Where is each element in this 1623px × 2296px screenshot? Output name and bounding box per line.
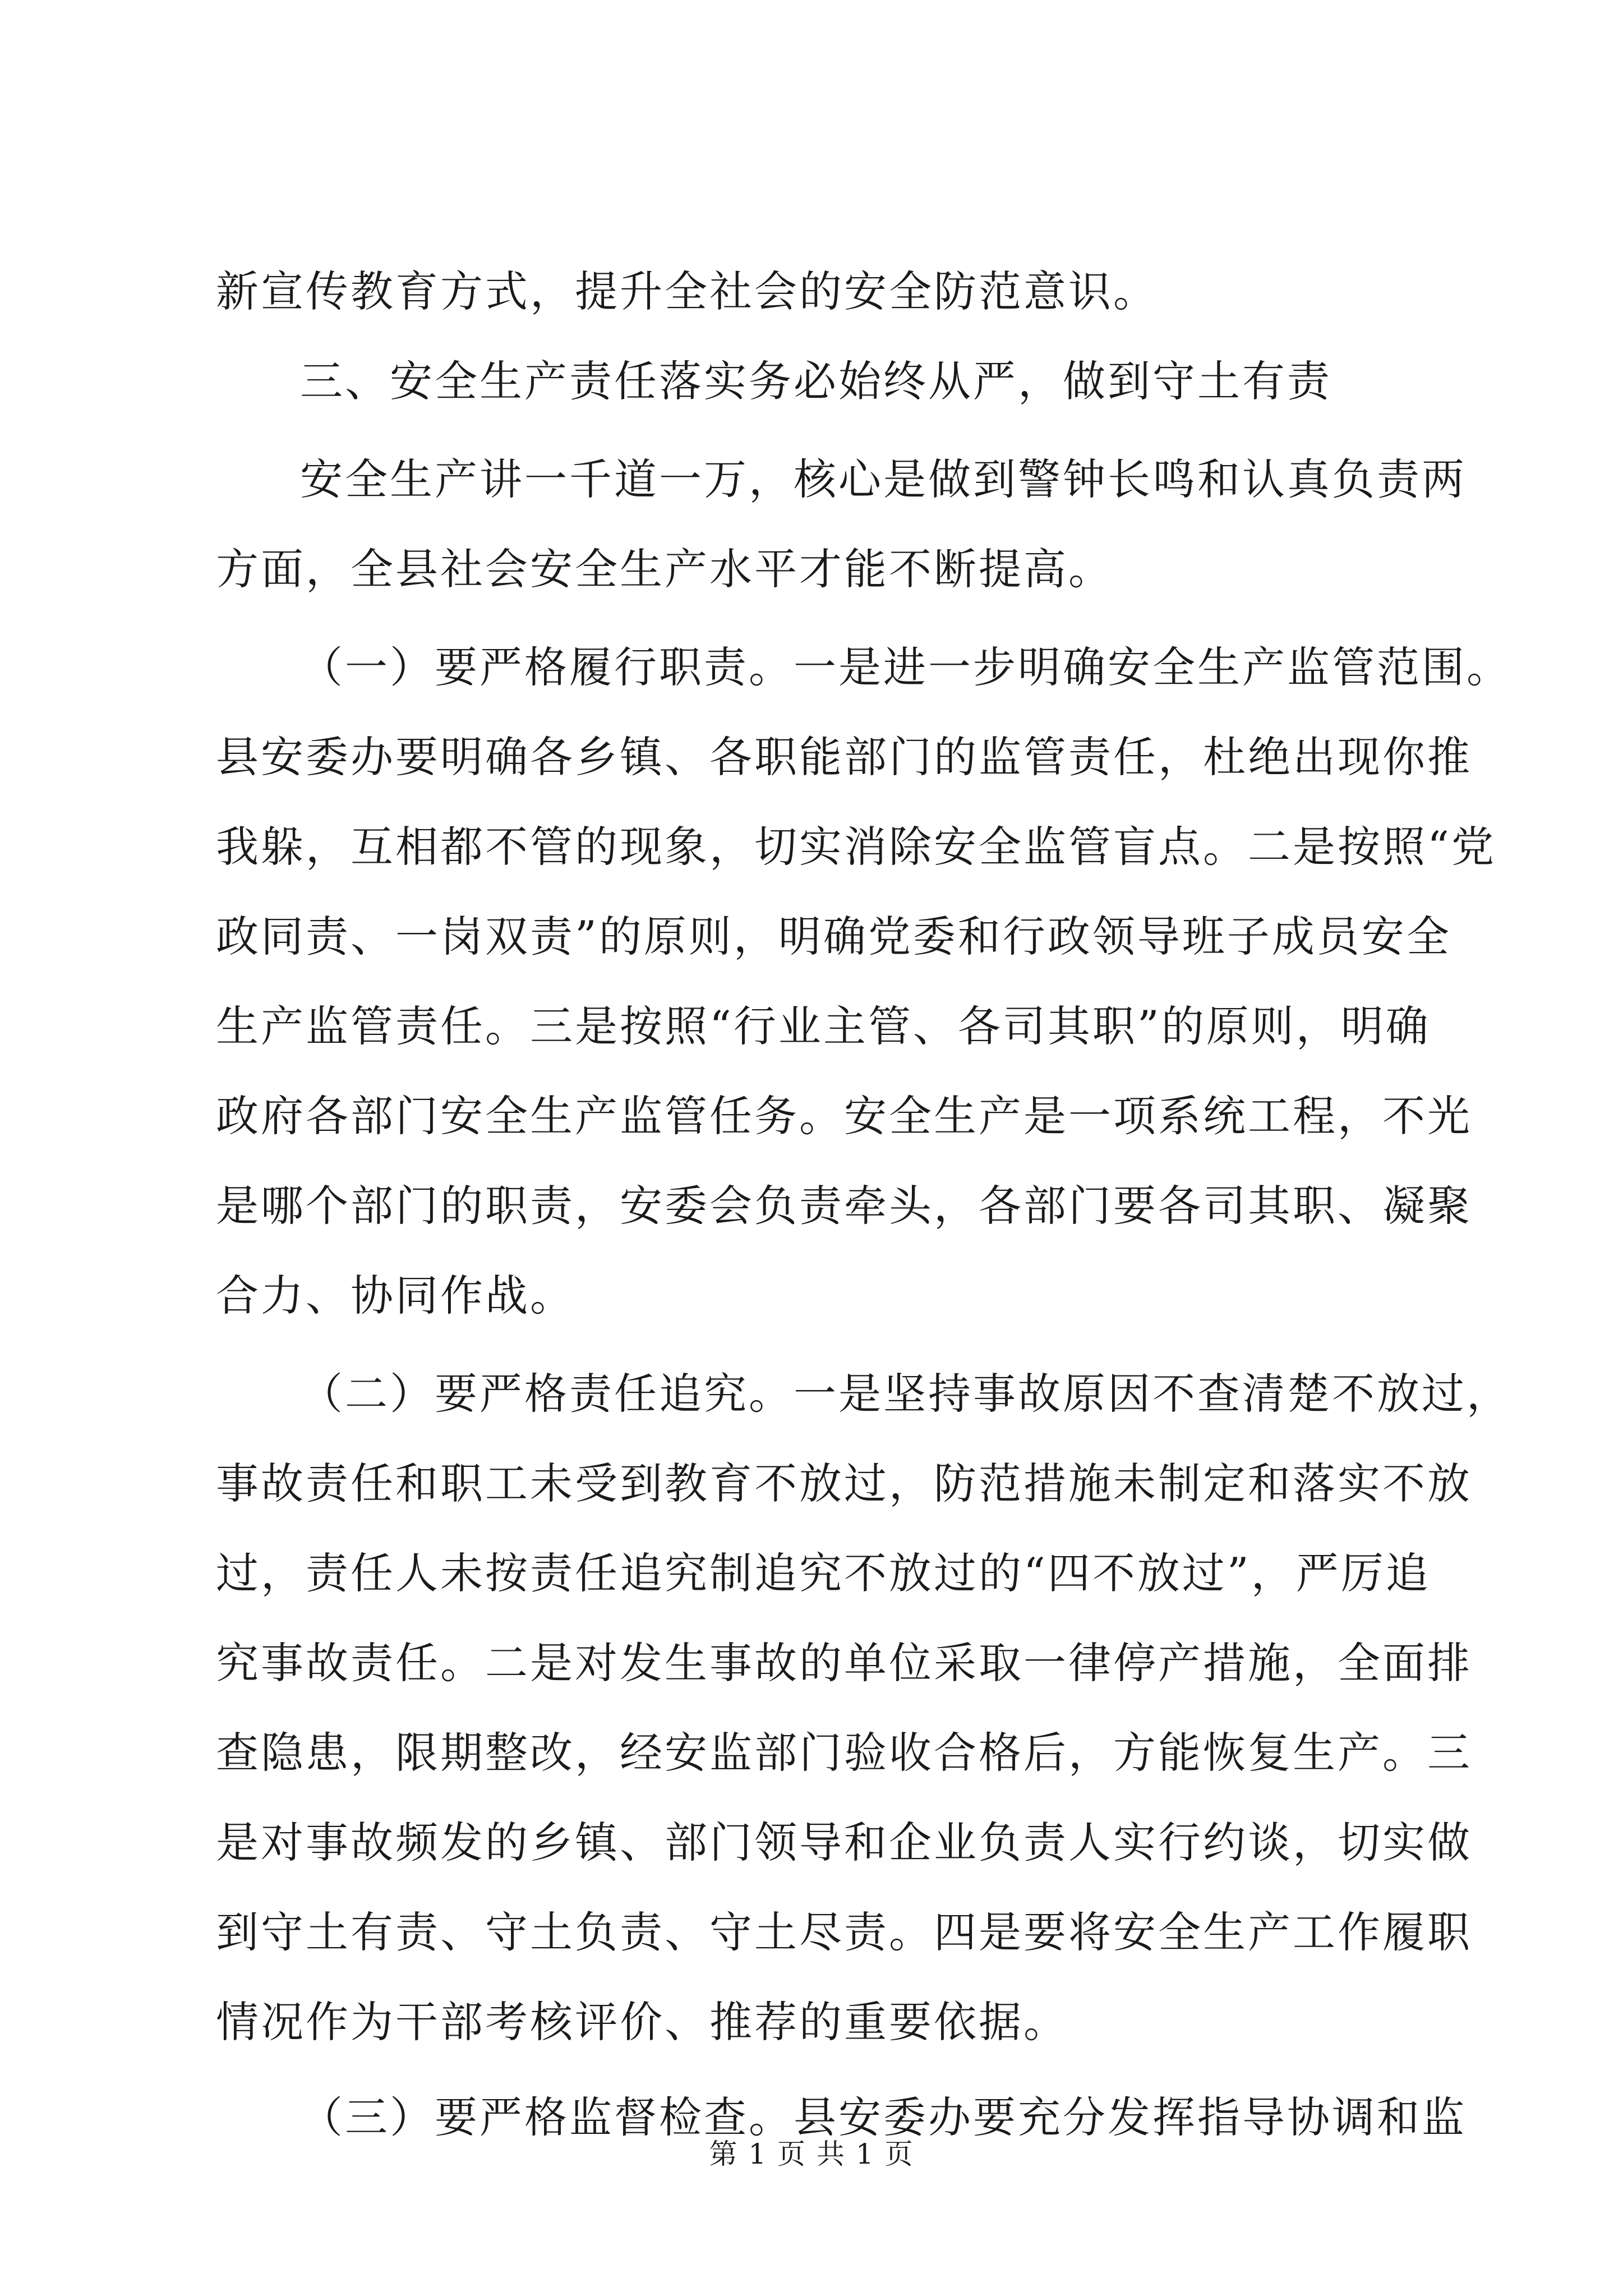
text-line: （一）要严格履行职责。一是进一步明确安全生产监管范围。 [300, 642, 1511, 692]
text-line: 合力、协同作战。 [216, 1271, 575, 1320]
text-line: 政府各部门安全生产监管任务。安全生产是一项系统工程，不光 [216, 1091, 1472, 1141]
text-line: （二）要严格责任追究。一是坚持事故原因不查清楚不放过， [300, 1369, 1511, 1419]
text-line: 查隐患，限期整改，经安监部门验收合格后，方能恢复生产。三 [216, 1728, 1472, 1778]
text-line: 方面，全县社会安全生产水平才能不断提高。 [216, 544, 1113, 594]
text-line: 情况作为干部考核评价、推荐的重要依据。 [216, 1997, 1068, 2047]
text-line: 到守土有责、守土负责、守土尽责。四是要将安全生产工作履职 [216, 1907, 1472, 1957]
text-line: 县安委办要明确各乡镇、各职能部门的监管责任，杜绝出现你推 [216, 732, 1472, 782]
page-number: 第 1 页 共 1 页 [709, 2138, 914, 2170]
text-line: 过，责任人未按责任追究制追究不放过的“四不放过”，严厉追 [216, 1548, 1431, 1598]
text-line: 是对事故频发的乡镇、部门领导和企业负责人实行约谈，切实做 [216, 1818, 1472, 1867]
text-line: 究事故责任。二是对发生事故的单位采取一律停产措施，全面排 [216, 1638, 1472, 1688]
section-heading: 三、安全生产责任落实务必始终从严，做到守土有责 [300, 356, 1332, 406]
text-line: 生产监管责任。三是按照“行业主管、各司其职”的原则，明确 [216, 1001, 1431, 1051]
text-line: 新宣传教育方式，提升全社会的安全防范意识。 [216, 266, 1158, 316]
text-line: 政同责、一岗双责”的原则，明确党委和行政领导班子成员安全 [216, 912, 1451, 961]
text-line: 事故责任和职工未受到教育不放过，防范措施未制定和落实不放 [216, 1458, 1472, 1508]
text-line: （三）要严格监督检查。县安委办要充分发挥指导协调和监 [300, 2092, 1467, 2142]
text-line: 安全生产讲一千道一万，核心是做到警钟长鸣和认真负责两 [300, 454, 1467, 504]
text-line: 是哪个部门的职责，安委会负责牵头，各部门要各司其职、凝聚 [216, 1181, 1472, 1231]
text-line: 我躲，互相都不管的现象，切实消除安全监管盲点。二是按照“党 [216, 822, 1496, 872]
